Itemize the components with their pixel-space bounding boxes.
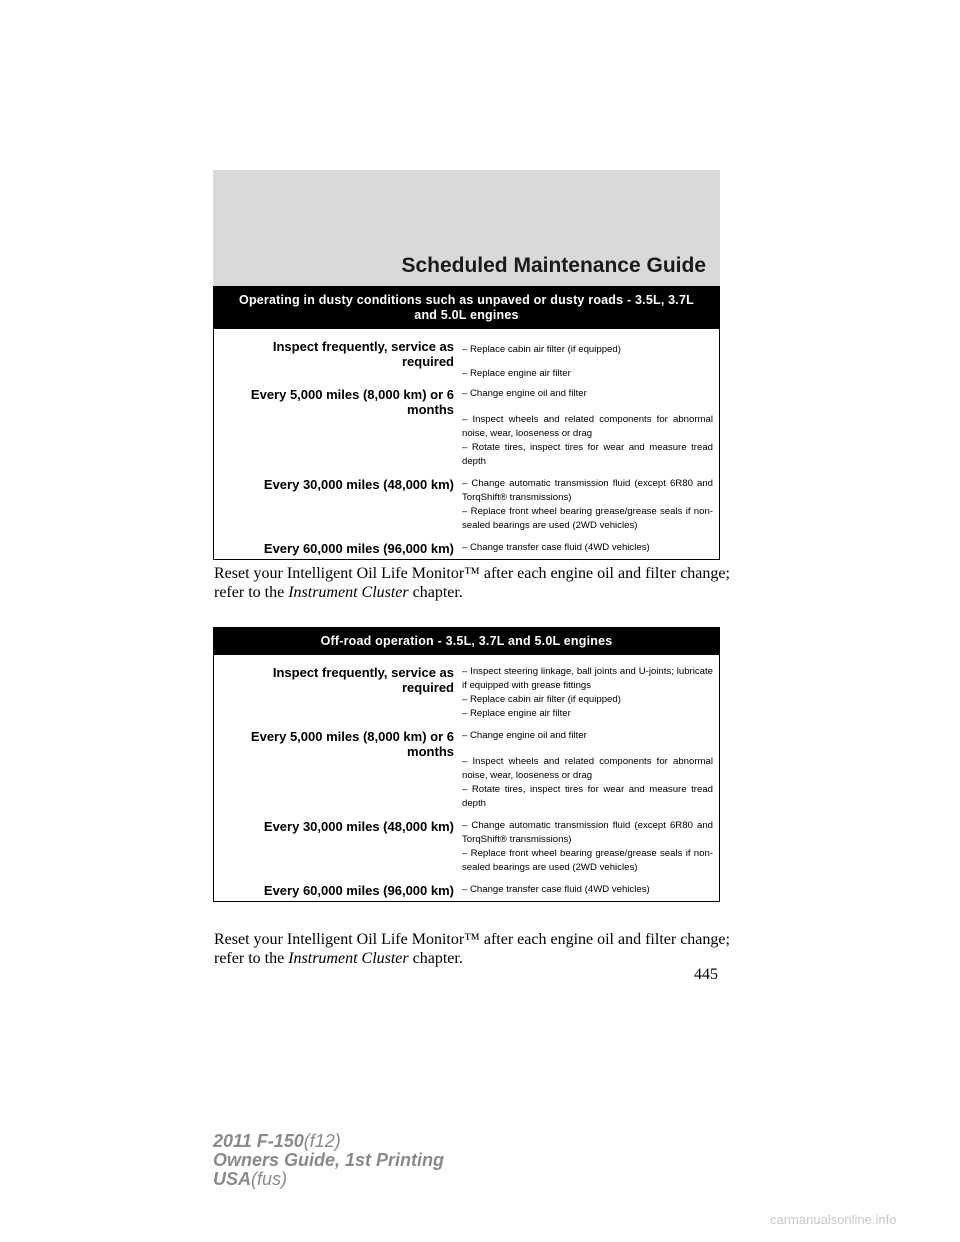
table-row	[220, 339, 713, 381]
table-row	[220, 665, 713, 721]
row-label: Every 30,000 miles (48,000 km)	[263, 477, 454, 492]
table-row	[220, 883, 713, 898]
list-item: – Replace cabin air filter (if equipped)	[462, 694, 621, 705]
reset-note: Reset your Intelligent Oil Life Monitor™ after each engine oil and filter change; refer to the Instrument Cluster chapter.	[214, 931, 730, 967]
list-item: – Replace engine air filter	[462, 368, 571, 379]
list-item: – Replace cabin air filter (if equipped)	[462, 344, 621, 355]
list-item: – Change engine oil and filter	[462, 388, 587, 399]
print-footer: 2011 F-150(f12) Owners Guide, 1st Printing USA(fus)	[213, 1131, 445, 1189]
reset-note: Reset your Intelligent Oil Life Monitor™ after each engine oil and filter change; refer to the Instrument Cluster chapter.	[214, 565, 730, 601]
list-item: – Replace engine air filter	[462, 708, 571, 719]
list-item: – Rotate tires, inspect tires for wear and measure tread depth	[462, 784, 713, 809]
table-title: Operating in dusty conditions such as unpaved or dusty roads - 3.5L, 3.7L and 5.0L engines	[214, 287, 719, 329]
list-item: – Change transfer case fluid (4WD vehicles)	[462, 542, 650, 553]
table-row	[220, 541, 713, 556]
list-item: – Inspect wheels and related components for abnormal noise, wear, looseness or drag	[462, 756, 713, 781]
maintenance-table-offroad	[213, 627, 720, 902]
table-row	[220, 387, 713, 469]
header-band	[213, 170, 720, 286]
page-title: Scheduled Maintenance Guide	[401, 254, 706, 277]
list-item: – Replace front wheel bearing grease/grease seals if non-sealed bearings are used (2WD vehicles)	[462, 848, 713, 873]
table-row	[220, 729, 713, 811]
table-row	[220, 819, 713, 875]
row-label: Every 5,000 miles (8,000 km) or 6 months	[250, 729, 454, 759]
list-item: – Inspect wheels and related components for abnormal noise, wear, looseness or drag	[462, 414, 713, 439]
list-item: – Change automatic transmission fluid (except 6R80 and TorqShift® transmissions)	[462, 820, 713, 845]
page-number: 445	[694, 966, 718, 983]
row-label: Every 60,000 miles (96,000 km)	[263, 883, 454, 898]
chapter-reference: Instrument Cluster	[288, 584, 409, 601]
list-item: – Change automatic transmission fluid (except 6R80 and TorqShift® transmissions)	[462, 478, 713, 503]
chapter-reference: Instrument Cluster	[288, 950, 409, 967]
row-label: Every 5,000 miles (8,000 km) or 6 months	[250, 387, 454, 417]
maintenance-table-dusty	[213, 286, 720, 560]
list-item: – Replace front wheel bearing grease/grease seals if non-sealed bearings are used (2WD vehicles)	[462, 506, 713, 531]
list-item: – Change transfer case fluid (4WD vehicles)	[462, 884, 650, 895]
row-label: Every 60,000 miles (96,000 km)	[263, 541, 454, 556]
list-item: – Change engine oil and filter	[462, 730, 587, 741]
row-label: Every 30,000 miles (48,000 km)	[263, 819, 454, 834]
list-item: – Inspect steering linkage, ball joints and U-joints; lubricate if equipped with grease fittings	[462, 666, 713, 691]
list-item: – Rotate tires, inspect tires for wear and measure tread depth	[462, 442, 713, 467]
row-label: Inspect frequently, service as required	[272, 665, 454, 695]
row-label: Inspect frequently, service as required	[272, 339, 454, 369]
table-title: Off-road operation - 3.5L, 3.7L and 5.0L engines	[214, 628, 719, 655]
watermark: carmanualsonline.info	[770, 1212, 897, 1227]
table-row	[220, 477, 713, 533]
